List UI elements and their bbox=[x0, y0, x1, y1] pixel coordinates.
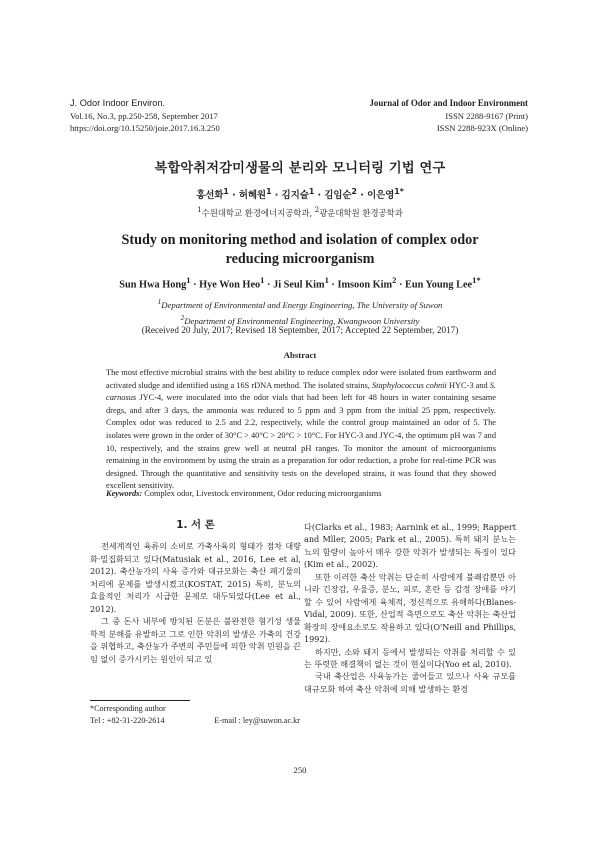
corresponding-author-label: *Corresponding author bbox=[90, 704, 166, 713]
page-number: 250 bbox=[293, 765, 307, 775]
english-title bbox=[0, 231, 600, 269]
paragraph: 전세계적인 육류의 소비로 가축사육의 형태가 점차 대량화·밀집화되고 있다(Matusiak et al., 2016, Lee et al, 2012). 축산농가의 사육 증가와 대규모화는 축산 폐기물의 처리에 문제를 발생시켰고(KOSTAT, 2015) 특히, 분뇨의 효율적인 처리가 시급한 문제로 대두되었다(Lee et al., 2012). bbox=[90, 541, 301, 614]
email-address[interactable]: E-mail : ley@suwon.ac.kr bbox=[214, 715, 300, 725]
author-name: 허혜원 bbox=[238, 190, 267, 202]
author-name: 김임순 bbox=[324, 190, 352, 202]
author-sup: 1 bbox=[308, 187, 315, 196]
abstract-text: The most effective microbial strains with the best ability to reduce complex odor were isolated from earthworm and activated sludge and identified using a 16S rDNA method. The isolated strains, Staphylococcus cohnii HYC-3 and S. carnosus JYC-4, were inoculated into the odor vials that had been left for 48 hours in water containing sesame dregs, and after 3 days, the ammonia was reduced to 5 ppm and 3 ppm from the initial 25 ppm, respectively. Complex odor was reduced to 2.5 and 2.2, respectively, while the control group maintained an odor of 5. The isolates were grown in the order of 30°C > 40°C > 20°C > 10°C. For HYC-3 and JYC-4, the optimum pH was 7 and 10, respectively, and the strains grew well at neutral pH ranges. To monitor the amount of microorganisms remaining in the environment by using the strain as a preparation for odor reduction, a probe for real-time PCR was designed. Through the quantitative and sensitivity tests on the developed strains, it was found that they showed excellent sensitivity. bbox=[106, 368, 497, 491]
author-sup: 1 bbox=[223, 187, 229, 196]
english-affil-1: Department of Environmental and Energy Engineering, The University of Suwon bbox=[161, 299, 443, 310]
paragraph: 국내 축산업은 사육농가는 줄어들고 있으나 사육 규모를 대규모화 하여 축산 악취에 의해 발생하는 환경 bbox=[304, 671, 516, 694]
author-name: Sun Hwa Hong bbox=[119, 279, 187, 291]
english-authors: Sun Hwa Hong$^1$ · Hye Won Heo$^1$ · Ji Seul Kim$^1$ · Imsoon Kim$^2$ · Eun Young Lee$^{1*}$ bbox=[119, 275, 481, 291]
korean-affil-2: 광운대학원 환경공학과 bbox=[319, 207, 403, 218]
author-name: 김지슬 bbox=[281, 190, 309, 202]
author-name: 이은영 bbox=[367, 190, 395, 202]
received-dates: (Received 20 July, 2017; Revised 18 September, 2017; Accepted 22 September, 2017) bbox=[141, 325, 459, 335]
author-name: 홍선화 bbox=[196, 190, 224, 202]
keywords-list: Complex odor, Livestock environment, Odor reducing microorganisms bbox=[144, 489, 382, 498]
author-sup: 2 bbox=[392, 275, 397, 285]
journal-header-left bbox=[70, 97, 220, 135]
journal-header-right bbox=[369, 97, 528, 135]
section-title-introduction: 1. 서 론 bbox=[176, 519, 215, 531]
paragraph: 그 중 돈사 내부에 방치된 돈분은 불완전한 혐기성 생물학적 분해를 유발하고 그로 인한 악취의 발생은 가축의 건강을 위협하고, 축산농가 주변의 주민들에 의한 악취 민원을 끈임 없이 증가시키는 원인이 되고 있 bbox=[90, 616, 301, 664]
journal-full-name: Journal of Odor and Indoor Environment bbox=[369, 98, 528, 108]
korean-authors: 홍선화$^1$ · 허혜원$^1$ · 김지슬$^1$ · 김임순$^2$ · 이은영$^{1*}$ bbox=[196, 187, 404, 202]
journal-short-name: J. Odor Indoor Environ. bbox=[70, 98, 165, 108]
keywords bbox=[106, 489, 496, 498]
issn-print: ISSN 2288-9167 (Print) bbox=[445, 110, 528, 121]
author-sup: 1 bbox=[324, 275, 329, 285]
english-title-line2: reducing microorganism bbox=[225, 251, 375, 267]
author-name: Ji Seul Kim bbox=[273, 279, 325, 291]
author-sup: 2 bbox=[351, 187, 357, 196]
footnote-rule bbox=[90, 700, 190, 701]
author-sup: 1 bbox=[260, 275, 265, 285]
korean-title: 복합악취저감미생물의 분리와 모니터링 기법 연구 bbox=[154, 161, 446, 176]
korean-affil-1: 수원대학교 환경에너지공학과 bbox=[201, 207, 310, 218]
author-sup: 1* bbox=[394, 187, 404, 196]
author-name: Hye Won Heo bbox=[199, 279, 261, 291]
author-sup: 1 bbox=[266, 187, 272, 196]
keywords-label: Keywords: bbox=[106, 489, 143, 498]
author-name: Eun Young Lee bbox=[404, 279, 473, 291]
author-sup: 1* bbox=[472, 275, 481, 285]
volume-line: Vol.16, No.3, pp.250-258, September 2017 bbox=[70, 110, 218, 121]
korean-affiliations: $^1$수원대학교 환경에너지공학과, $^2$광운대학원 환경공학과 bbox=[197, 206, 403, 218]
english-title-line1: Study on monitoring method and isolation of complex odor bbox=[121, 232, 479, 248]
author-name: Imsoon Kim bbox=[337, 279, 393, 291]
issn-online: ISSN 2288-923X (Online) bbox=[436, 123, 528, 134]
doi-link[interactable]: https://doi.org/10.15250/joie.2017.16.3.250 bbox=[70, 123, 220, 134]
english-affiliations: $^1$Department of Environmental and Energy Engineering, The University of Suwon $^2$Department of Environmental Engineering, Kwangwoon University bbox=[157, 298, 443, 326]
paragraph: 다(Clarks et al., 1983; Aarnink et al., 1999; Rappert and Mller, 2005; Park et al., 2005). 특히 돼지 분뇨는 뇨의 함량이 높아서 매우 강한 악취가 발생되는 특징이 있다(Kim et al., 2002). bbox=[304, 522, 516, 570]
english-affil-2: Department of Environmental Engineering, Kwangwoon University bbox=[184, 315, 420, 326]
abstract-heading: Abstract bbox=[283, 350, 317, 360]
paragraph: 또한 이러한 축산 악취는 단순히 사람에게 불쾌감뿐만 아니라 긴장감, 우울증, 분노, 피로, 혼란 등 감정 장애를 야기할 수 있어 사람에게 육체적, 정신적으로 유해하다(Blanes-Vidal, 2009). 또한, 산업적 측면으로도 축산 악취는 축산업 확장의 장애요소로도 작용하고 있다(O'Neill and Phillips, 1992). bbox=[304, 571, 516, 645]
phone-number: Tel : +82-31-220-2614 bbox=[90, 715, 165, 725]
body-column-left bbox=[90, 519, 301, 665]
author-sup: 1 bbox=[186, 275, 191, 285]
body-column-right bbox=[304, 521, 516, 695]
paragraph: 하지만, 소와 돼지 등에서 발생되는 악취를 처리할 수 있는 뚜렷한 해결책이 없는 것이 현실이다(Yoo et al, 2010). bbox=[304, 646, 516, 669]
footnote bbox=[90, 703, 300, 726]
